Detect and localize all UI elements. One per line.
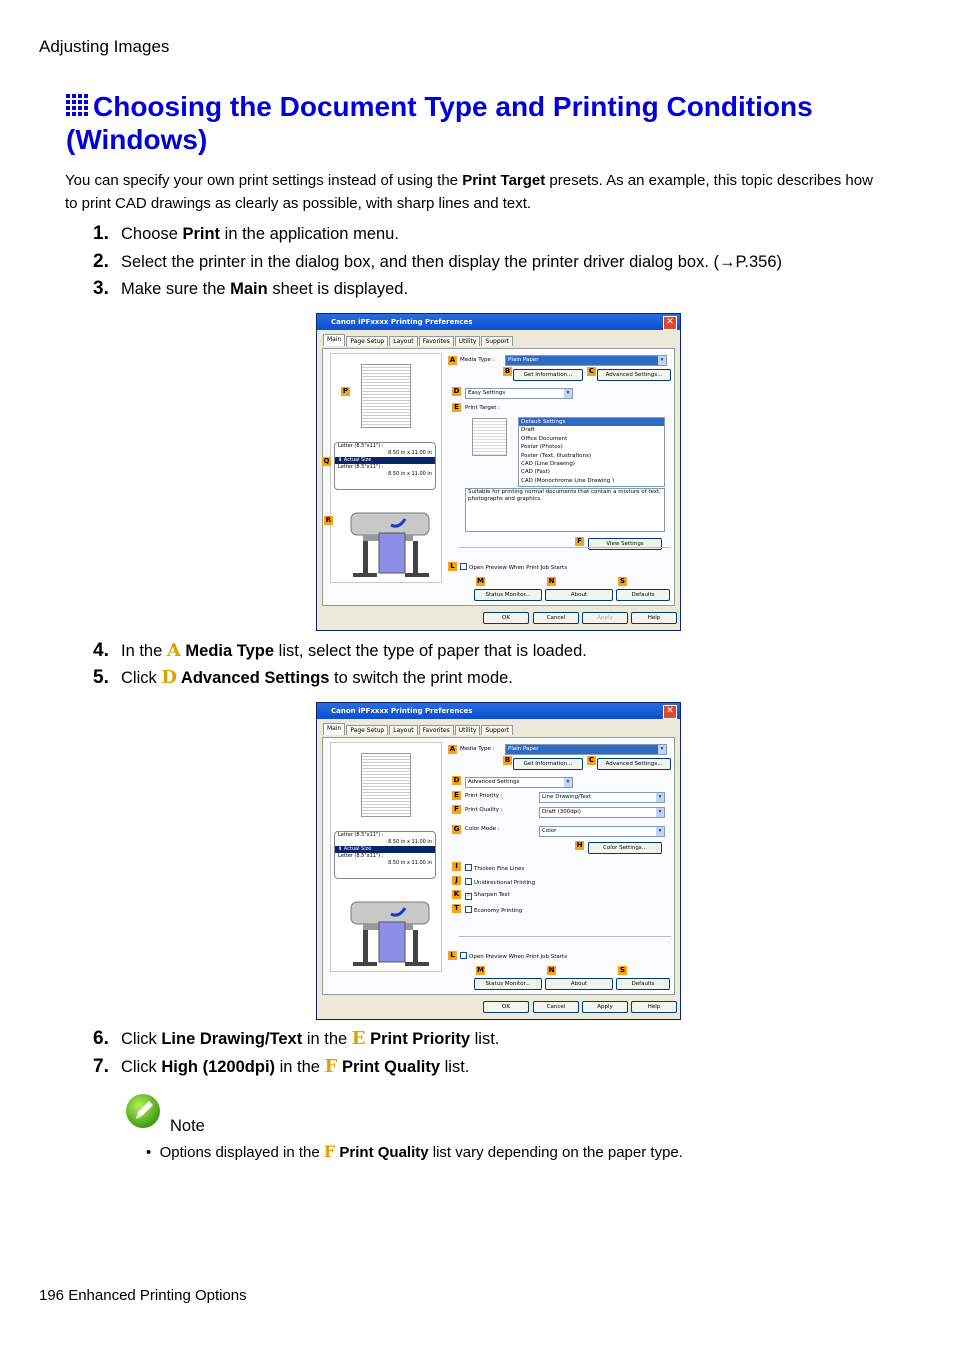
page-preview [361, 364, 411, 428]
list-item[interactable]: Default Settings [519, 418, 664, 426]
media-type-label: Media Type : [460, 357, 495, 363]
tab-favorites[interactable]: Favorites [419, 725, 454, 735]
list-item[interactable]: CAD (Fast) [521, 469, 550, 476]
open-preview-checkbox[interactable]: Open Preview When Print Job Starts [460, 563, 567, 571]
print-quality-label: Print Quality : [465, 807, 503, 813]
page-footer: 196 Enhanced Printing Options [39, 1287, 247, 1304]
view-settings-button[interactable]: View Settings [588, 538, 662, 550]
print-target-list[interactable] [518, 417, 665, 487]
tab-support[interactable]: Support [481, 336, 513, 346]
print-quality-select[interactable]: Draft (300dpi) ▾ [539, 807, 665, 818]
media-type-select[interactable]: Plain Paper ▾ [505, 355, 667, 366]
tab-bar [323, 725, 514, 735]
defaults-button[interactable]: Defaults [616, 978, 670, 990]
target-thumbnail [472, 418, 507, 456]
label-B: B [504, 756, 511, 764]
label-J: J [452, 876, 461, 885]
divider [459, 547, 671, 548]
main-pane [322, 348, 675, 606]
step-5: 5. Click D Advanced Settings to switch the print mode. [93, 667, 513, 688]
intro-paragraph: You can specify your own print settings instead of using the Print Target presets. As an example, this topic describes how to print CAD drawings as clearly as possible, with sharp lines and text. [65, 172, 873, 212]
step-7: 7. Click High (1200dpi) in the F Print Quality list. [93, 1056, 470, 1077]
tab-layout[interactable]: Layout [389, 725, 417, 735]
label-H: H [576, 841, 583, 849]
about-button[interactable]: About [545, 589, 613, 601]
list-item[interactable]: Poster (Photos) [521, 444, 563, 451]
size-box: Letter (8.5"x11") : 8.50 in x 11.00 in ⬇ Actual Size Letter (8.5"x11") : 8.50 in x 11.00 in [334, 442, 436, 490]
label-A: A [449, 356, 456, 364]
note-bullet: • Options displayed in the F Print Quality list vary depending on the paper type. [146, 1142, 683, 1161]
tab-layout[interactable]: Layout [389, 336, 417, 346]
get-information-button[interactable]: Get Information... [513, 758, 583, 770]
preview-panel [330, 742, 442, 972]
list-item[interactable]: CAD (Line Drawing) [521, 461, 575, 468]
print-priority-select[interactable]: Line Drawing/Text ▾ [539, 792, 665, 803]
economy-printing-checkbox[interactable]: Economy Printing [465, 906, 522, 914]
label-S: S [619, 577, 626, 585]
media-type-select[interactable]: Plain Paper ▾ [505, 744, 667, 755]
label-B: B [504, 367, 511, 375]
label-N: N [548, 577, 555, 585]
main-pane [322, 737, 675, 995]
tab-utility[interactable]: Utility [455, 725, 481, 735]
label-Q: Q [323, 457, 330, 465]
color-mode-label: Color Mode : [465, 826, 500, 832]
color-mode-select[interactable]: Color ▾ [539, 826, 665, 837]
printing-preferences-dialog-1 [316, 313, 681, 631]
label-F: F [575, 537, 584, 546]
running-header: Adjusting Images [39, 37, 170, 56]
open-preview-checkbox[interactable]: Open Preview When Print Job Starts [460, 952, 567, 960]
status-monitor-button[interactable]: Status Monitor... [474, 589, 542, 601]
label-D: D [453, 776, 460, 784]
tab-main[interactable]: Main [323, 723, 345, 735]
step-1: 1. Choose Print in the application menu. [93, 223, 399, 244]
label-G: G [453, 825, 460, 833]
tab-main[interactable]: Main [323, 334, 345, 346]
help-button[interactable]: Help [631, 612, 677, 624]
dialog-title: Canon iPFxxxx Printing Preferences [317, 314, 680, 330]
label-E: E [452, 403, 461, 412]
page-title [66, 90, 886, 156]
label-N: N [548, 966, 555, 974]
close-icon[interactable]: ✕ [663, 316, 677, 330]
apply-button[interactable]: Apply [582, 1001, 628, 1013]
down-arrow-icon: ⬇ [338, 457, 343, 463]
step-2: 2. Select the printer in the dialog box, and then display the printer driver dialog box. (→P.356) [93, 251, 783, 272]
label-D: D [453, 387, 460, 395]
label-I: I [452, 862, 461, 871]
label-P: P [342, 387, 349, 395]
label-T: T [452, 904, 461, 913]
printer-illustration [343, 888, 435, 970]
tab-utility[interactable]: Utility [455, 336, 481, 346]
label-C: C [588, 367, 595, 375]
print-target-label: Print Target : [465, 405, 501, 411]
divider [459, 936, 671, 937]
section-grid-icon [66, 94, 88, 116]
mode-select[interactable]: Easy Settings ▾ [465, 388, 573, 399]
tab-bar [323, 336, 514, 346]
help-button[interactable]: Help [631, 1001, 677, 1013]
defaults-button[interactable]: Defaults [616, 589, 670, 601]
pencil-note-icon [125, 1093, 161, 1129]
get-information-button[interactable]: Get Information... [513, 369, 583, 381]
close-icon[interactable]: ✕ [663, 705, 677, 719]
list-item[interactable]: CAD (Monochrome Line Drawing ) [521, 477, 615, 484]
advanced-settings-button[interactable]: Advanced Settings... [597, 758, 671, 770]
tab-support[interactable]: Support [481, 725, 513, 735]
mode-select[interactable]: Advanced Settings ▾ [465, 777, 573, 788]
list-item[interactable]: Poster (Text, Illustrations) [521, 452, 592, 459]
advanced-settings-button[interactable]: Advanced Settings... [597, 369, 671, 381]
printing-preferences-dialog-2 [316, 702, 681, 1020]
apply-button[interactable]: Apply [582, 612, 628, 624]
list-item[interactable]: Draft [521, 427, 535, 434]
dialog-title: Canon iPFxxxx Printing Preferences [317, 703, 680, 719]
media-type-label: Media Type : [460, 746, 495, 752]
step-4: 4. In the A Media Type list, select the type of paper that is loaded. [93, 640, 587, 661]
ok-button[interactable]: OK [483, 1001, 529, 1013]
label-A: A [449, 745, 456, 753]
about-button[interactable]: About [545, 978, 613, 990]
tab-page-setup[interactable]: Page Setup [346, 725, 388, 735]
status-monitor-button[interactable]: Status Monitor... [474, 978, 542, 990]
unidirectional-printing-checkbox[interactable]: Unidirectional Printing [465, 878, 535, 886]
color-settings-button[interactable]: Color Settings... [588, 842, 662, 854]
printer-illustration [343, 499, 435, 581]
label-F: F [452, 805, 461, 814]
label-K: K [453, 890, 460, 898]
list-item[interactable]: Office Document [521, 435, 568, 442]
print-priority-label: Print Priority : [465, 793, 503, 799]
label-M: M [477, 577, 484, 585]
down-arrow-icon: ⬇ [338, 846, 343, 852]
thicken-fine-lines-checkbox[interactable]: Thicken Fine Lines [465, 864, 524, 872]
ok-button[interactable]: OK [483, 612, 529, 624]
cancel-button[interactable]: Cancel [533, 612, 579, 624]
sharpen-text-checkbox[interactable]: ✓ Sharpen Text [466, 892, 510, 899]
note-label: Note [170, 1117, 205, 1135]
page-preview [361, 753, 411, 817]
label-L: L [448, 562, 457, 571]
label-R: R [325, 516, 332, 524]
label-S: S [619, 966, 626, 974]
label-C: C [588, 756, 595, 764]
tab-favorites[interactable]: Favorites [419, 336, 454, 346]
tab-page-setup[interactable]: Page Setup [346, 336, 388, 346]
page-title-text: Choosing the Document Type and Printing Conditions (Windows) [66, 91, 813, 155]
size-box: Letter (8.5"x11") : 8.50 in x 11.00 in ⬇ Actual Size Letter (8.5"x11") : 8.50 in x 11.00 in [334, 831, 436, 879]
label-M: M [477, 966, 484, 974]
step-6: 6. Click Line Drawing/Text in the E Print Priority list. [93, 1028, 500, 1049]
description-box: Suitable for printing normal documents that contain a mixture of text, photographs and graphics. [465, 488, 665, 532]
label-L: L [448, 951, 457, 960]
step-3: 3. Make sure the Main sheet is displayed. [93, 278, 409, 299]
cancel-button[interactable]: Cancel [533, 1001, 579, 1013]
label-E: E [452, 791, 461, 800]
